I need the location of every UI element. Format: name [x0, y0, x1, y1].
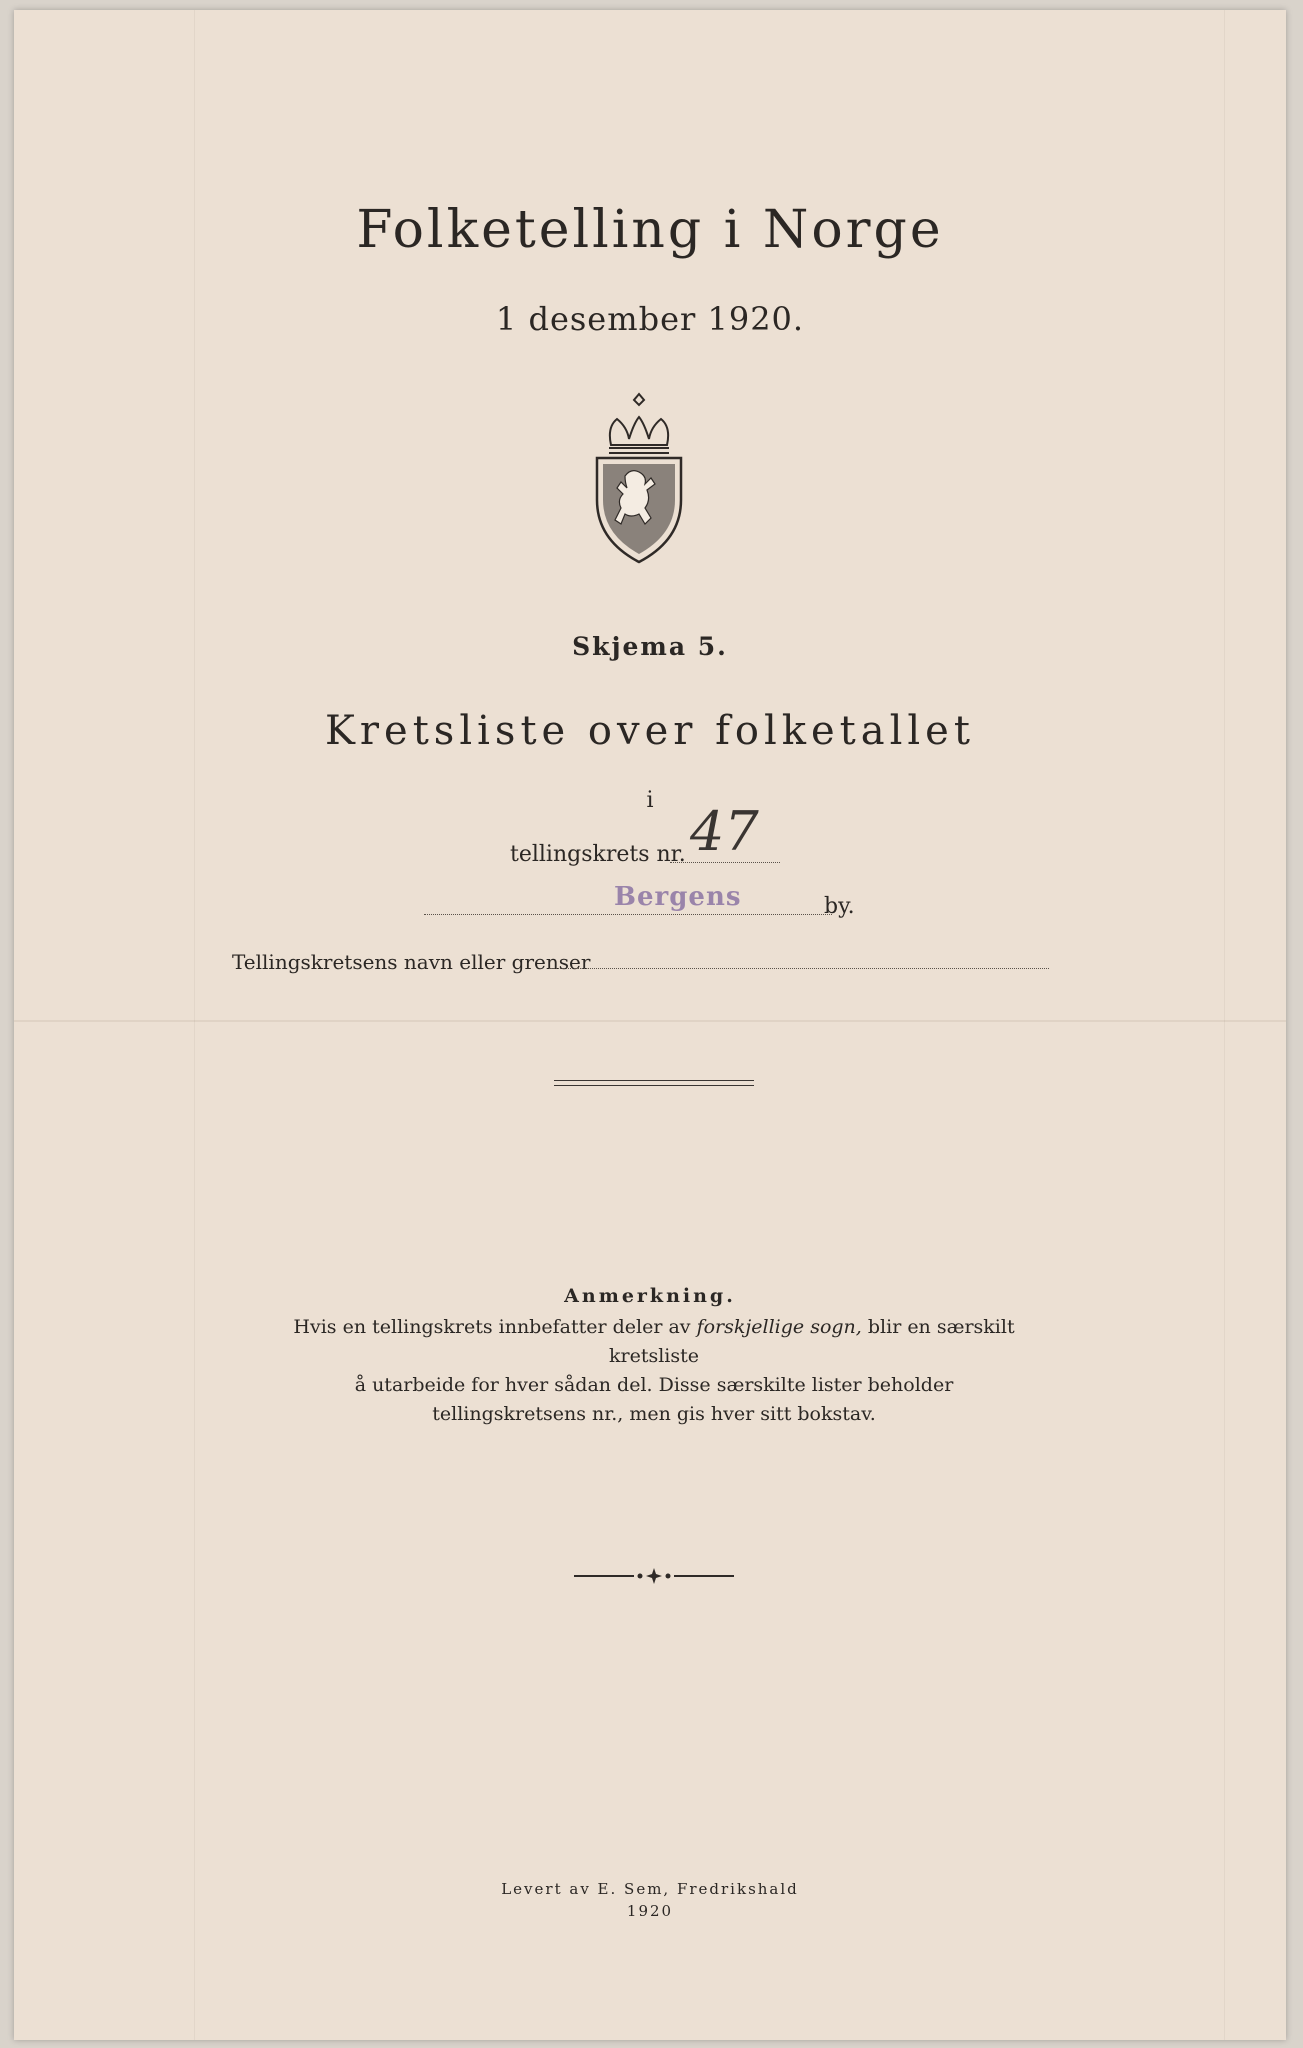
printer-credit: Levert av E. Sem, Fredrikshald [501, 1880, 799, 1898]
remark-title: Anmerkning. [564, 1285, 736, 1307]
form-heading: Kretsliste over folketallet [325, 708, 975, 754]
city-suffix: by. [824, 894, 855, 919]
remark-line-1-end: blir en særskilt kretsliste [608, 1316, 1015, 1367]
district-number-label: tellingskrets nr. [510, 842, 686, 867]
remark-line-2: å utarbeide for hver sådan del. Disse særskilte lister beholder [354, 1374, 954, 1396]
norwegian-coat-of-arms-icon [589, 390, 689, 565]
double-rule-divider [554, 1080, 754, 1086]
form-label: Skjema 5. [572, 632, 728, 661]
page-fold [14, 1020, 1286, 1022]
boundary-line [549, 968, 1049, 969]
city-name-stamp: Bergens [614, 882, 742, 912]
district-number-handwritten: 47 [690, 800, 759, 863]
remark-text [254, 1313, 1054, 1429]
census-date: 1 desember 1920. [495, 300, 805, 338]
remark-line-3: tellingskretsens nr., men gis hver sitt bokstav. [432, 1403, 876, 1425]
remark-line-1-emphasis: forskjellige sogn, [696, 1316, 862, 1338]
ornament-divider-icon [574, 1566, 734, 1586]
city-name-line [424, 914, 832, 915]
printer-year: 1920 [626, 1902, 674, 1920]
boundary-label: Tellingskretsens navn eller grenser [232, 950, 591, 974]
census-form-page [14, 10, 1286, 2040]
remark-line-1-start: Hvis en tellingskrets innbefatter deler av [293, 1316, 691, 1338]
preposition: i [646, 788, 654, 813]
remark-line-1 [254, 1313, 1054, 1371]
document-title: Folketelling i Norge [356, 200, 944, 260]
